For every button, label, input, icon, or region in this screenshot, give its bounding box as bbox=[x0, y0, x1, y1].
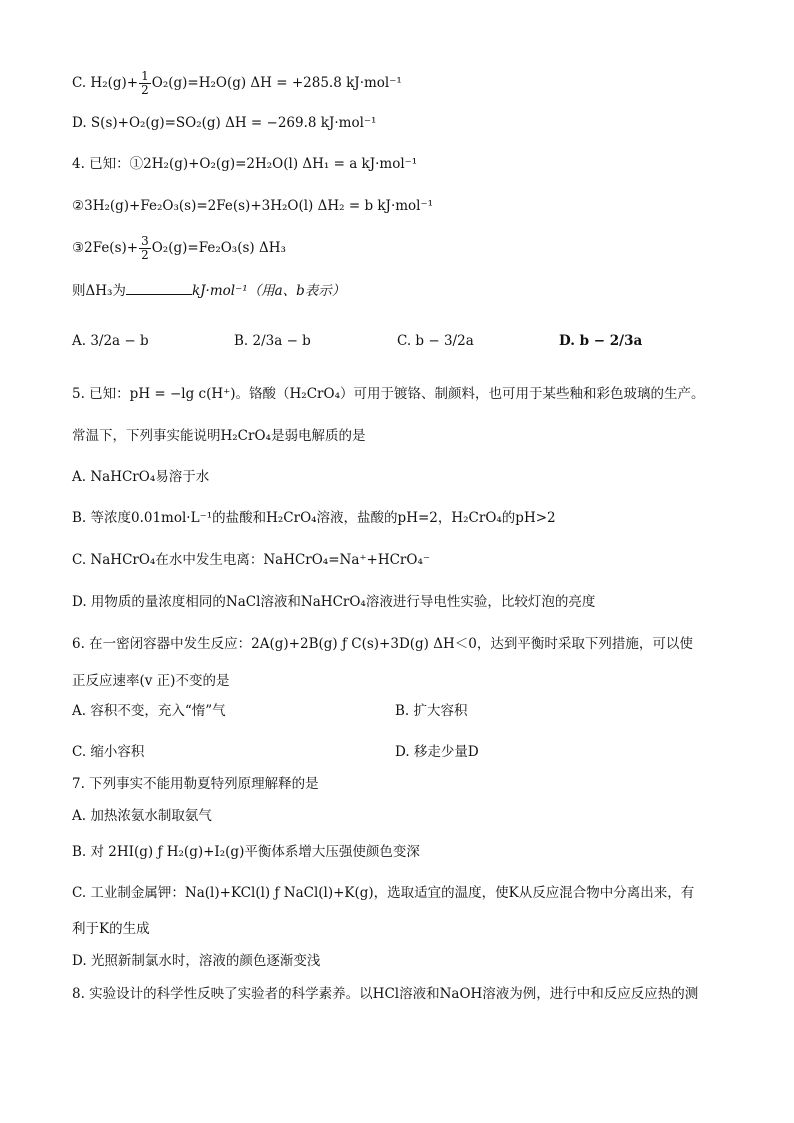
q3-option-c-pre: C. H₂(g)+ bbox=[72, 75, 139, 91]
q4-equation-3-pre: ③2Fe(s)+ bbox=[72, 240, 139, 256]
q6-stem-line-1: 6. 在一密闭容器中发生反应：2A(g)+2B(g) ƒ C(s)+3D(g) ΔH＜0，达到平衡时采取下列措施，可以使 bbox=[72, 636, 693, 652]
fraction-three-half: $\frac{3}{2}$ bbox=[141, 234, 149, 262]
q4-equation-3 bbox=[72, 235, 286, 262]
answer-blank bbox=[126, 280, 192, 295]
q4-ask-pre: 则ΔH₃为 bbox=[72, 283, 126, 299]
q4-option-a: A. 3/2a − b bbox=[72, 333, 149, 349]
q7-stem: 7. 下列事实不能用勒夏特列原理解释的是 bbox=[72, 776, 319, 792]
q5-option-a: A. NaHCrO₄易溶于水 bbox=[72, 469, 210, 485]
q5-stem-line-2: 常温下，下列事实能说明H₂CrO₄是弱电解质的是 bbox=[72, 428, 366, 444]
q7-option-a: A. 加热浓氨水制取氨气 bbox=[72, 808, 212, 824]
q6-stem-line-2: 正反应速率(v 正)不变的是 bbox=[72, 673, 230, 689]
q7-option-c-line-1: C. 工业制金属钾：Na(l)+KCl(l) ƒ NaCl(l)+K(g)，选取适宜的温度，使K从反应混合物中分离出来，有 bbox=[72, 885, 695, 901]
q5-option-b: B. 等浓度0.01mol·L⁻¹的盐酸和H₂CrO₄溶液，盐酸的pH=2，H₂CrO₄的pH>2 bbox=[72, 510, 556, 526]
q4-option-c: C. b − 3/2a bbox=[397, 333, 474, 349]
q4-stem: 4. 已知：①2H₂(g)+O₂(g)=2H₂O(l) ΔH₁ = a kJ·mol⁻¹ bbox=[72, 156, 418, 172]
q5-stem-line-1: 5. 已知：pH = −lg c(H⁺)。铬酸（H₂CrO₄）可用于镀铬、制颜料，也可用于某些釉和彩色玻璃的生产。 bbox=[72, 386, 705, 402]
q3-option-c-post: O₂(g)=H₂O(g) ΔH = +285.8 kJ·mol⁻¹ bbox=[151, 75, 402, 91]
q4-ask bbox=[72, 280, 345, 301]
q4-option-d: D. b − 2/3a bbox=[559, 333, 643, 349]
q8-stem: 8. 实验设计的科学性反映了实验者的科学素养。以HCl溶液和NaOH溶液为例，进行中和反应反应热的测 bbox=[72, 986, 699, 1002]
q3-option-c bbox=[72, 70, 402, 97]
q6-option-c: C. 缩小容积 bbox=[72, 744, 145, 760]
q7-option-c-line-2: 利于K的生成 bbox=[72, 921, 150, 937]
q4-equation-2: ②3H₂(g)+Fe₂O₃(s)=2Fe(s)+3H₂O(l) ΔH₂ = b kJ·mol⁻¹ bbox=[72, 198, 434, 214]
q4-equation-3-post: O₂(g)=Fe₂O₃(s) ΔH₃ bbox=[151, 240, 286, 256]
q5-option-c: C. NaHCrO₄在水中发生电离：NaHCrO₄=Na⁺+HCrO₄⁻ bbox=[72, 552, 430, 568]
q7-option-b: B. 对 2HI(g) ƒ H₂(g)+I₂(g)平衡体系增大压强使颜色变深 bbox=[72, 844, 420, 860]
q4-option-b: B. 2/3a − b bbox=[234, 333, 311, 349]
q6-option-b: B. 扩大容积 bbox=[395, 703, 468, 719]
fraction-half: $\frac{1}{2}$ bbox=[141, 69, 149, 97]
q3-option-d: D. S(s)+O₂(g)=SO₂(g) ΔH = −269.8 kJ·mol⁻¹ bbox=[72, 115, 377, 131]
q6-option-a: A. 容积不变，充入“惰”气 bbox=[72, 703, 226, 719]
q6-option-d: D. 移走少量D bbox=[395, 744, 479, 760]
q5-option-d: D. 用物质的量浓度相同的NaCl溶液和NaHCrO₄溶液进行导电性实验，比较灯泡的亮度 bbox=[72, 594, 596, 610]
q7-option-d: D. 光照新制氯水时，溶液的颜色逐渐变浅 bbox=[72, 953, 321, 969]
q4-ask-post: kJ·mol⁻¹（用a、b表示） bbox=[191, 283, 346, 299]
